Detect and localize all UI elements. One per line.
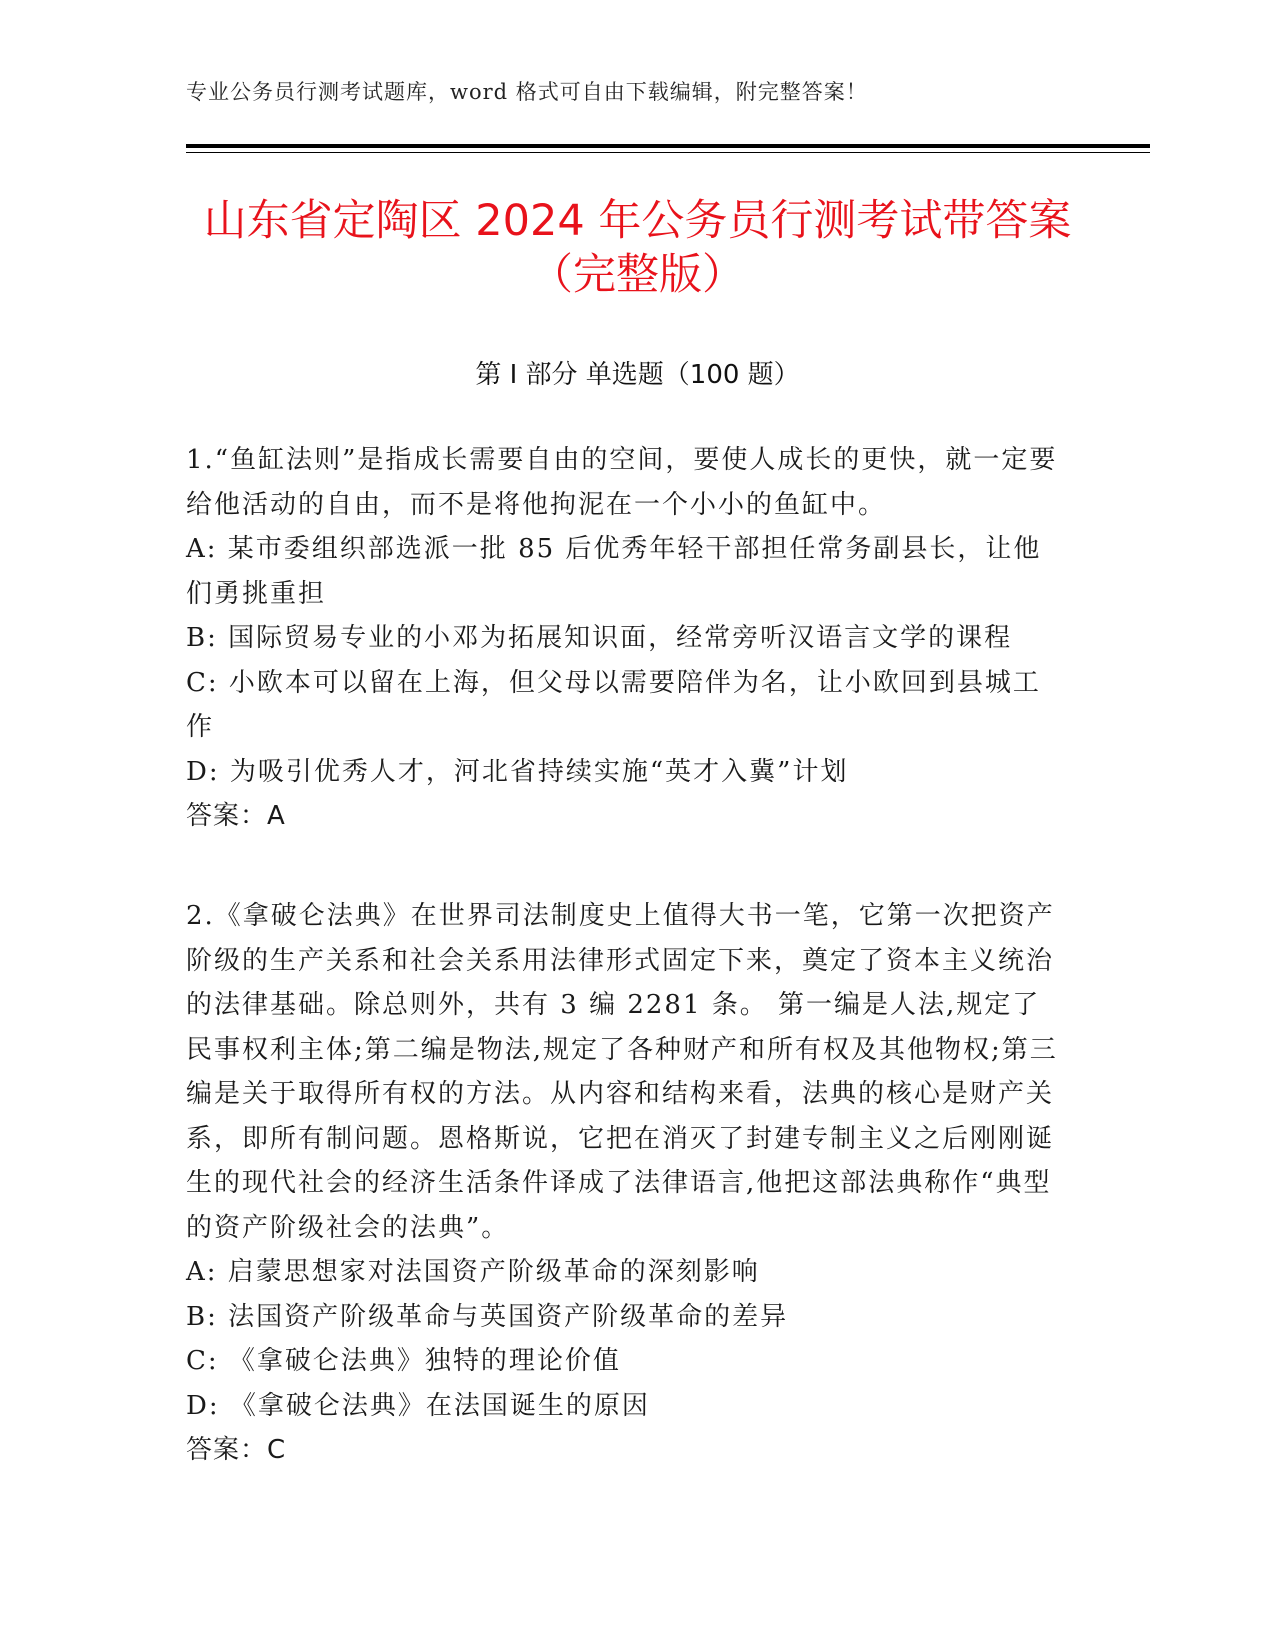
- option-d: D: 《拿破仑法典》在法国诞生的原因: [186, 1390, 650, 1421]
- page-header-text: 专业公务员行测考试题库，word 格式可自由下载编辑，附完整答案！: [186, 80, 868, 104]
- option-a: A: 启蒙思想家对法国资产阶级革命的深刻影响: [186, 1257, 760, 1287]
- document-title-line1: 山东省定陶区 2024 年公务员行测考试带答案: [203, 196, 1072, 246]
- option-c: C: 小欧本可以留在上海，但父母以需要陪伴为名，让小欧回到县城工作: [186, 667, 1041, 742]
- option-b: B: 法国资产阶级革命与英国资产阶级革命的差异: [186, 1301, 789, 1332]
- question-stem: 2.《拿破仑法典》在世界司法制度史上值得大书一笔，它第一次把资产阶级的生产关系和社会关系用法律形式固定下来，奠定了资本主义统治的法律基础。除总则外，共有 3 编 2281 条。 第一编是人法,规定了民事权利主体;第二编是物法,规定了各种财产和所有权及其他物权;第三编是关于取得所有权的方法。从内容和结构来看，法典的核心是财产关系，即所有制问题。恩格斯说，它把在消灭了封建专制主义之后刚刚诞生的现代社会的经济生活条件译成了法律语言,他把这部法典称作“典型的资产阶级社会的法典”。: [186, 901, 1058, 1243]
- section-title: 第 I 部分 单选题（100 题）: [475, 360, 800, 390]
- question-1: [186, 438, 1066, 839]
- header-divider-thin: [186, 152, 1150, 153]
- question-2: [186, 894, 1066, 1473]
- answer-line: 答案：C: [186, 1435, 287, 1465]
- question-stem: 1.“鱼缸法则”是指成长需要自由的空间，要使人成长的更快，就一定要给他活动的自由，而不是将他拘泥在一个小小的鱼缸中。: [186, 445, 1058, 520]
- document-title: [150, 194, 1125, 302]
- answer-line: 答案：A: [186, 801, 286, 831]
- header-divider-thick: [186, 144, 1150, 148]
- document-title-line2: （完整版）: [530, 250, 745, 300]
- option-c: C: 《拿破仑法典》独特的理论价值: [186, 1346, 621, 1376]
- option-a: A: 某市委组织部选派一批 85 后优秀年轻干部担任常务副县长，让他们勇挑重担: [186, 534, 1042, 609]
- option-d: D: 为吸引优秀人才，河北省持续实施“英才入冀”计划: [186, 756, 849, 787]
- option-b: B: 国际贸易专业的小邓为拓展知识面，经常旁听汉语言文学的课程: [186, 623, 1013, 653]
